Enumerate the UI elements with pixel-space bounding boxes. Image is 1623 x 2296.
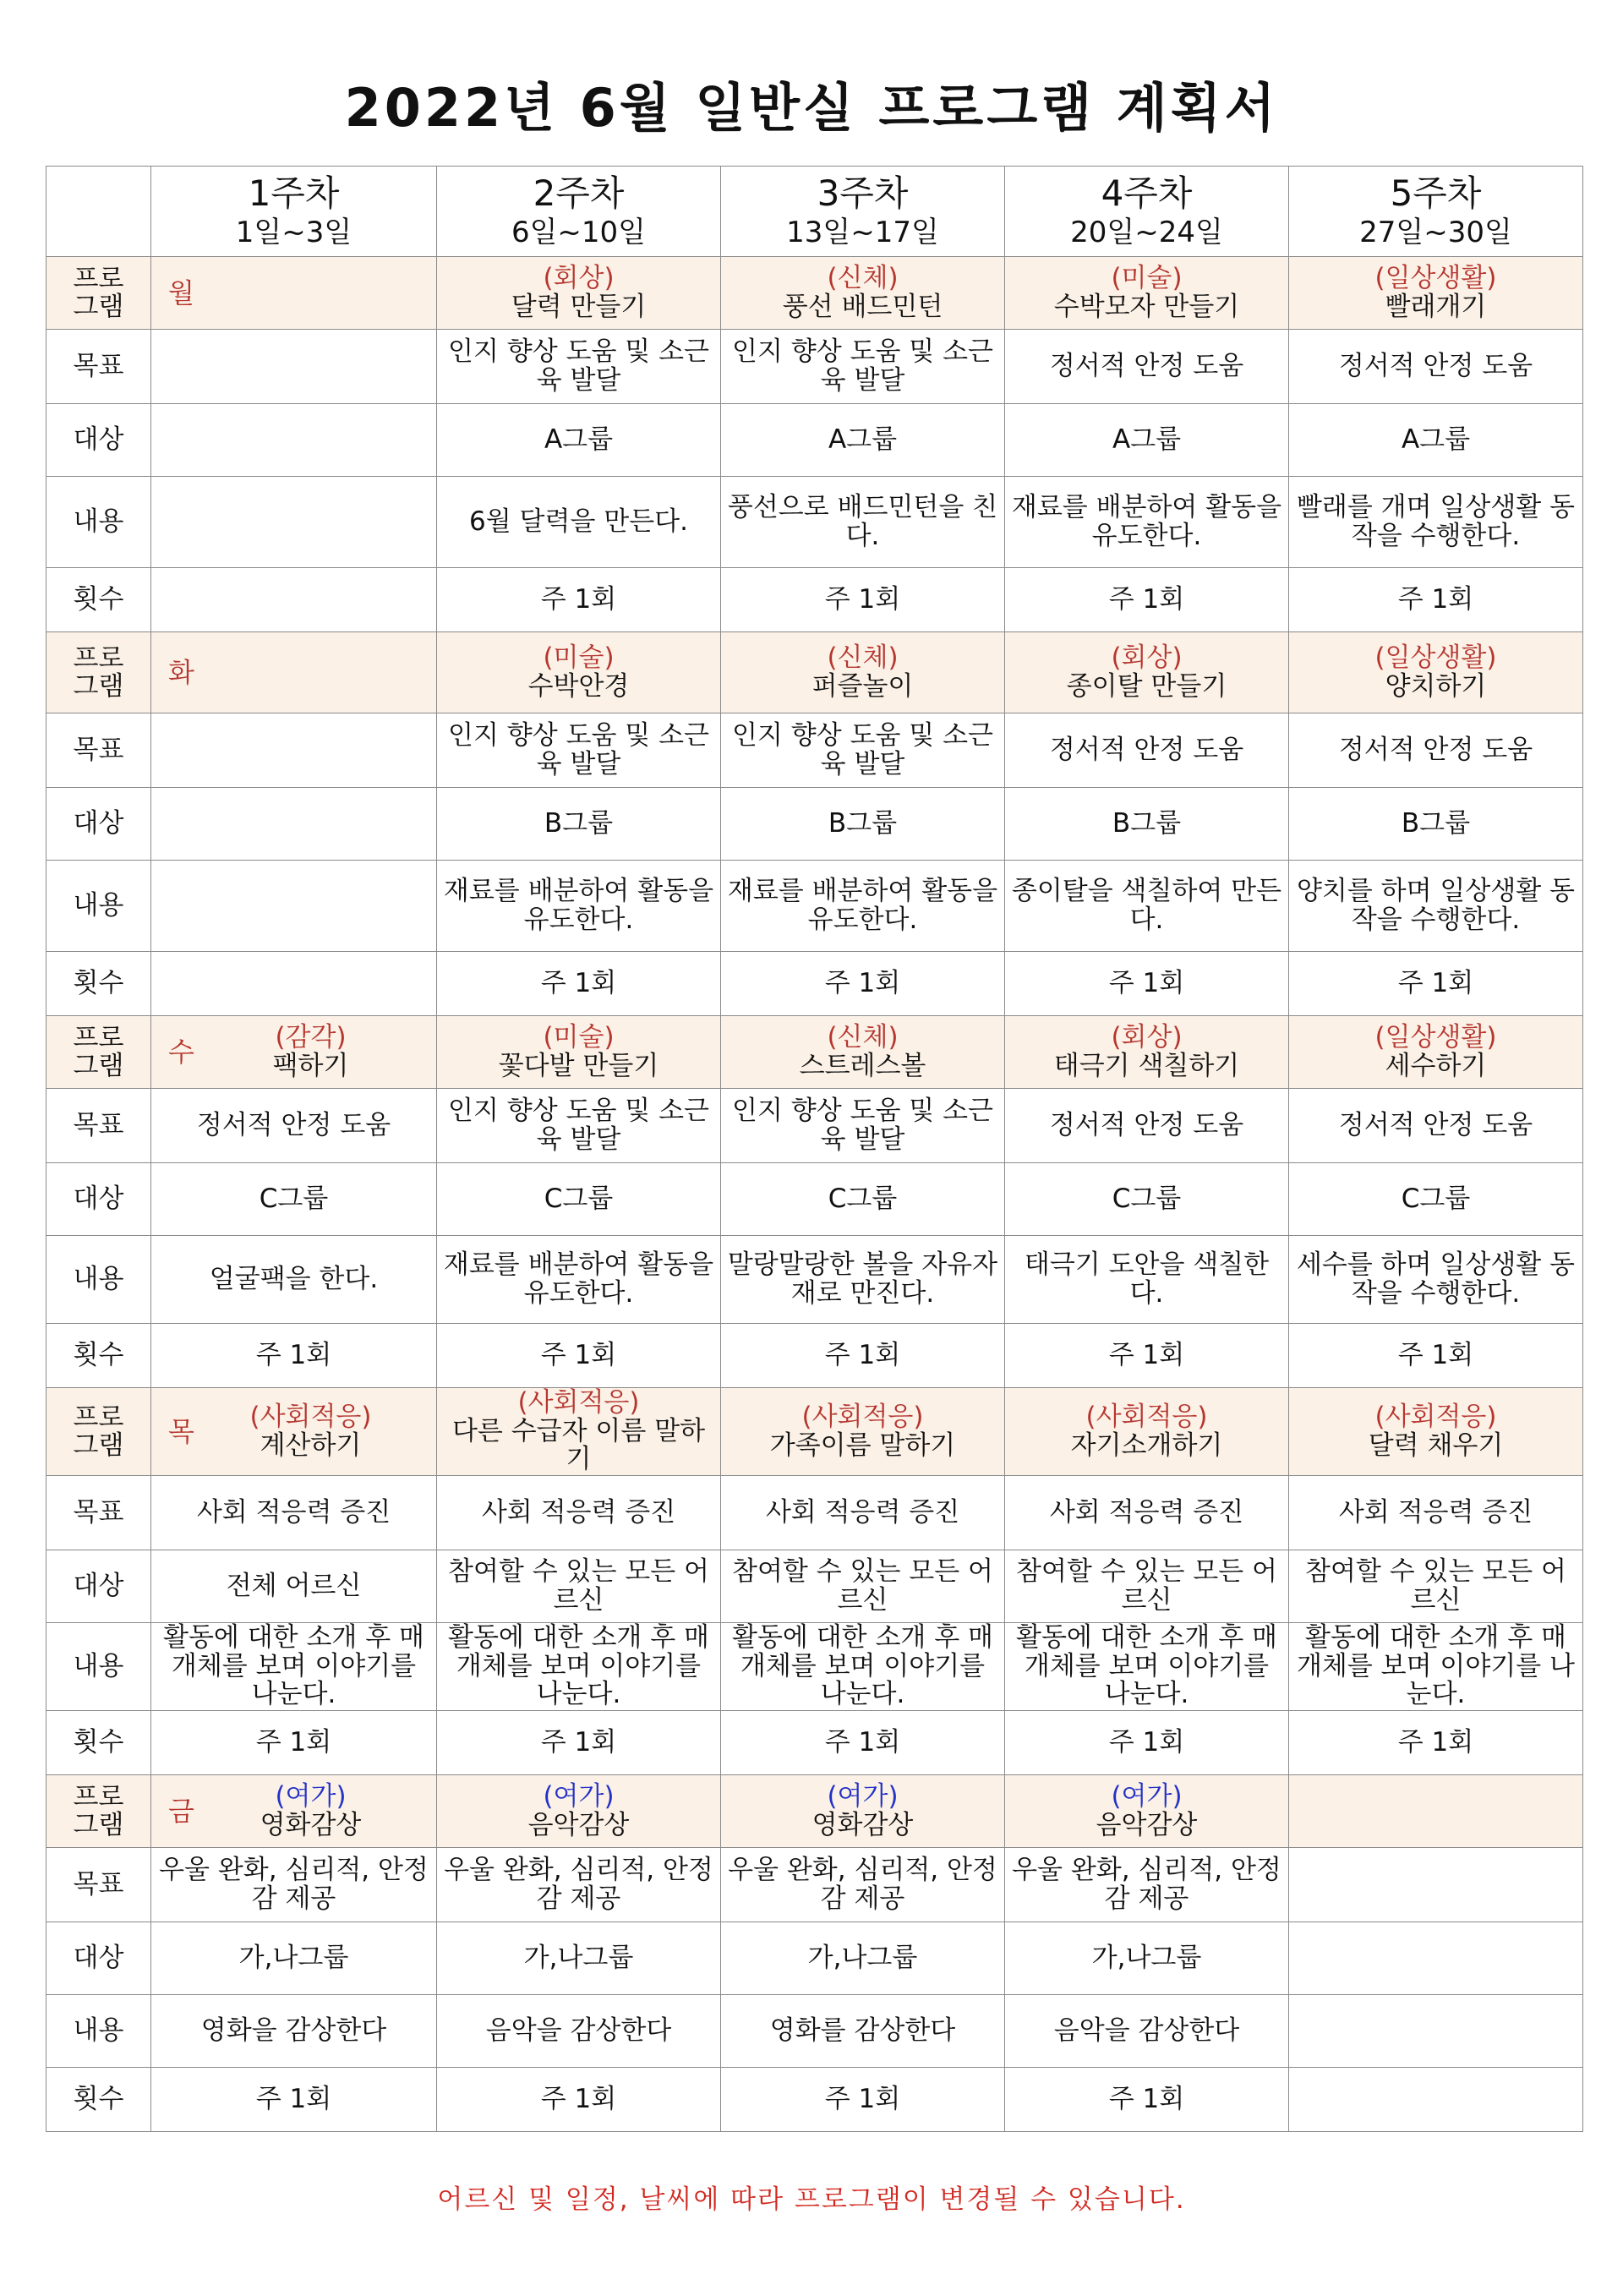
program-category: (여가) xyxy=(827,1781,899,1812)
content-cell: 태극기 도안을 색칠한다. xyxy=(1005,1236,1289,1324)
content-cell: 활동에 대한 소개 후 매개체를 보며 이야기를 나눈다. xyxy=(1005,1623,1289,1711)
goal-cell: 사회 적응력 증진 xyxy=(1289,1476,1583,1550)
content-row xyxy=(46,1995,1583,2068)
week-label: 4주차 xyxy=(1101,172,1193,215)
frequency-cell: 주 1회 xyxy=(151,1711,437,1775)
program-name: 세수하기 xyxy=(1385,1050,1487,1081)
content-cell: 음악을 감상한다 xyxy=(1005,1995,1289,2068)
program-name: 종이탈 만들기 xyxy=(1066,670,1227,702)
program-category: (일상생활) xyxy=(1374,642,1497,674)
goal-cell xyxy=(1289,1848,1583,1922)
program-cell xyxy=(721,1016,1005,1089)
content-label: 내용 xyxy=(46,861,151,952)
program-name: 음악감상 xyxy=(1096,1809,1198,1840)
program-category: (회상) xyxy=(1111,1022,1183,1053)
content-cell: 재료를 배분하여 활동을 유도한다. xyxy=(437,1236,721,1324)
program-name: 스트레스볼 xyxy=(799,1050,926,1081)
frequency-cell: 주 1회 xyxy=(721,2068,1005,2132)
content-cell: 음악을 감상한다 xyxy=(437,1995,721,2068)
content-row xyxy=(46,1236,1583,1324)
content-label: 내용 xyxy=(46,1995,151,2068)
frequency-row xyxy=(46,568,1583,632)
program-label-part: 프로 xyxy=(73,1022,124,1053)
week-label: 2주차 xyxy=(533,172,625,215)
target-cell: C그룹 xyxy=(151,1163,437,1236)
frequency-cell xyxy=(1289,2068,1583,2132)
program-name: 달력 채우기 xyxy=(1368,1430,1504,1461)
program-cell xyxy=(1005,632,1289,713)
target-cell xyxy=(151,788,437,861)
goal-cell xyxy=(151,713,437,788)
frequency-cell: 주 1회 xyxy=(1005,1324,1289,1388)
program-row-label xyxy=(46,632,151,713)
goal-label: 목표 xyxy=(46,1089,151,1163)
target-cell: 참여할 수 있는 모든 어르신 xyxy=(1005,1550,1289,1623)
program-name: 달력 만들기 xyxy=(511,291,647,322)
goal-cell: 정서적 안정 도움 xyxy=(1005,713,1289,788)
frequency-cell: 주 1회 xyxy=(721,1711,1005,1775)
content-cell: 재료를 배분하여 활동을 유도한다. xyxy=(721,861,1005,952)
week-dates: 6일~10일 xyxy=(511,215,647,249)
program-category: (미술) xyxy=(543,642,615,674)
program-cell xyxy=(1289,257,1583,330)
program-row xyxy=(46,257,1583,330)
target-cell: A그룹 xyxy=(1289,404,1583,477)
program-name: 다른 수급자 이름 말하기 xyxy=(451,1415,706,1475)
program-name: 양치하기 xyxy=(1385,670,1487,702)
frequency-cell: 주 1회 xyxy=(1005,568,1289,632)
goal-row xyxy=(46,713,1583,788)
program-label-part: 그램 xyxy=(73,1809,124,1840)
target-row xyxy=(46,1922,1583,1995)
week-label: 5주차 xyxy=(1390,172,1482,215)
program-row-label xyxy=(46,1775,151,1848)
frequency-cell: 주 1회 xyxy=(721,952,1005,1016)
page-title: 2022년 6월 일반실 프로그램 계획서 xyxy=(344,77,1279,139)
content-cell: 세수를 하며 일상생활 동작을 수행한다. xyxy=(1289,1236,1583,1324)
content-row xyxy=(46,477,1583,568)
content-cell: 활동에 대한 소개 후 매개체를 보며 이야기를 나눈다. xyxy=(151,1623,437,1711)
frequency-cell: 주 1회 xyxy=(437,2068,721,2132)
week-header-1 xyxy=(151,167,437,257)
frequency-label: 횟수 xyxy=(46,568,151,632)
target-cell: C그룹 xyxy=(437,1163,721,1236)
program-name: 영화감상 xyxy=(260,1809,362,1840)
content-cell: 활동에 대한 소개 후 매개체를 보며 이야기를 나눈다. xyxy=(437,1623,721,1711)
content-cell: 말랑말랑한 볼을 자유자재로 만진다. xyxy=(721,1236,1005,1324)
week-header-3 xyxy=(721,167,1005,257)
target-cell: 참여할 수 있는 모든 어르신 xyxy=(1289,1550,1583,1623)
program-cell xyxy=(1289,1388,1583,1476)
content-cell: 영화을 감상한다 xyxy=(151,1995,437,2068)
program-category: (여가) xyxy=(275,1781,347,1812)
program-category: (사회적응) xyxy=(1374,1402,1497,1433)
target-cell: 가,나그룹 xyxy=(151,1922,437,1995)
week-dates: 20일~24일 xyxy=(1070,215,1223,249)
program-category: (신체) xyxy=(827,263,899,294)
content-row xyxy=(46,861,1583,952)
content-row xyxy=(46,1623,1583,1711)
content-cell: 활동에 대한 소개 후 매개체를 보며 이야기를 나눈다. xyxy=(1289,1623,1583,1711)
weekday-label: 금 xyxy=(168,1795,194,1828)
target-cell xyxy=(1289,1922,1583,1995)
week-header-4 xyxy=(1005,167,1289,257)
content-cell: 재료를 배분하여 활동을 유도한다. xyxy=(1005,477,1289,568)
program-name: 자기소개하기 xyxy=(1070,1430,1223,1461)
program-cell xyxy=(151,1016,437,1089)
program-label-part: 프로 xyxy=(73,1781,124,1812)
weekday-label: 화 xyxy=(168,656,194,689)
goal-row xyxy=(46,1476,1583,1550)
target-cell: A그룹 xyxy=(437,404,721,477)
goal-label: 목표 xyxy=(46,1476,151,1550)
program-name: 수박안경 xyxy=(527,670,630,702)
content-cell xyxy=(151,477,437,568)
goal-row xyxy=(46,330,1583,404)
goal-cell xyxy=(151,330,437,404)
program-name: 계산하기 xyxy=(260,1430,362,1461)
program-name: 빨래개기 xyxy=(1385,291,1487,322)
program-name: 팩하기 xyxy=(272,1050,349,1081)
program-name: 풍선 배드민턴 xyxy=(782,291,943,322)
program-category: (신체) xyxy=(827,1022,899,1053)
program-category: (회상) xyxy=(1111,642,1183,674)
goal-cell: 우울 완화, 심리적, 안정감 제공 xyxy=(1005,1848,1289,1922)
target-cell xyxy=(151,404,437,477)
program-name: 음악감상 xyxy=(527,1809,630,1840)
content-cell: 영화를 감상한다 xyxy=(721,1995,1005,2068)
program-cell xyxy=(1289,1016,1583,1089)
goal-cell: 정서적 안정 도움 xyxy=(1005,1089,1289,1163)
content-cell: 활동에 대한 소개 후 매개체를 보며 이야기를 나눈다. xyxy=(721,1623,1005,1711)
program-name: 태극기 색칠하기 xyxy=(1053,1050,1240,1081)
week-header-5 xyxy=(1289,167,1583,257)
program-cell xyxy=(437,1388,721,1476)
goal-cell: 인지 향상 도움 및 소근육 발달 xyxy=(437,330,721,404)
program-row-label xyxy=(46,257,151,330)
target-label: 대상 xyxy=(46,1550,151,1623)
goal-cell: 인지 향상 도움 및 소근육 발달 xyxy=(721,713,1005,788)
target-cell: C그룹 xyxy=(1289,1163,1583,1236)
content-label: 내용 xyxy=(46,1623,151,1711)
content-cell: 얼굴팩을 한다. xyxy=(151,1236,437,1324)
program-row xyxy=(46,1775,1583,1848)
program-category: (회상) xyxy=(543,263,615,294)
goal-cell: 인지 향상 도움 및 소근육 발달 xyxy=(721,330,1005,404)
week-header-2 xyxy=(437,167,721,257)
schedule-change-note: 어르신 및 일정, 날씨에 따라 프로그램이 변경될 수 있습니다. xyxy=(437,2184,1186,2215)
program-category: (신체) xyxy=(827,642,899,674)
program-cell xyxy=(1005,257,1289,330)
frequency-cell: 주 1회 xyxy=(1005,952,1289,1016)
program-plan-table xyxy=(46,166,1583,2132)
content-cell: 양치를 하며 일상생활 동작을 수행한다. xyxy=(1289,861,1583,952)
weekday-label: 목 xyxy=(168,1415,194,1448)
content-cell: 빨래를 개며 일상생활 동작을 수행한다. xyxy=(1289,477,1583,568)
target-label: 대상 xyxy=(46,1163,151,1236)
frequency-row xyxy=(46,2068,1583,2132)
target-cell: A그룹 xyxy=(1005,404,1289,477)
goal-cell: 정서적 안정 도움 xyxy=(151,1089,437,1163)
week-dates: 13일~17일 xyxy=(786,215,939,249)
target-cell: 참여할 수 있는 모든 어르신 xyxy=(721,1550,1005,1623)
target-cell: B그룹 xyxy=(437,788,721,861)
program-category: (여가) xyxy=(543,1781,615,1812)
program-cell xyxy=(721,1775,1005,1848)
program-name: 가족이름 말하기 xyxy=(769,1430,956,1461)
goal-cell: 사회 적응력 증진 xyxy=(437,1476,721,1550)
frequency-cell: 주 1회 xyxy=(1005,1711,1289,1775)
program-category: (미술) xyxy=(543,1022,615,1053)
program-cell xyxy=(1005,1016,1289,1089)
program-category: (사회적응) xyxy=(249,1402,372,1433)
target-cell: B그룹 xyxy=(721,788,1005,861)
program-cell xyxy=(721,257,1005,330)
goal-cell: 정서적 안정 도움 xyxy=(1289,330,1583,404)
frequency-cell: 주 1회 xyxy=(1289,568,1583,632)
program-cell xyxy=(437,257,721,330)
week-label: 3주차 xyxy=(817,172,909,215)
program-category: (감각) xyxy=(275,1022,347,1053)
program-row xyxy=(46,632,1583,713)
program-cell xyxy=(151,632,437,713)
program-name: 퍼즐놀이 xyxy=(812,670,914,702)
frequency-cell: 주 1회 xyxy=(1289,1711,1583,1775)
program-cell xyxy=(1289,1775,1583,1848)
goal-row xyxy=(46,1848,1583,1922)
program-row xyxy=(46,1388,1583,1476)
week-label: 1주차 xyxy=(248,172,340,215)
frequency-cell: 주 1회 xyxy=(1289,1324,1583,1388)
program-name: 꽃다발 만들기 xyxy=(498,1050,659,1081)
frequency-cell: 주 1회 xyxy=(437,1711,721,1775)
corner-cell xyxy=(46,167,151,257)
goal-cell: 정서적 안정 도움 xyxy=(1005,330,1289,404)
program-label-part: 프로 xyxy=(73,1402,124,1433)
target-cell: C그룹 xyxy=(1005,1163,1289,1236)
goal-cell: 인지 향상 도움 및 소근육 발달 xyxy=(437,713,721,788)
program-category: (일상생활) xyxy=(1374,1022,1497,1053)
program-cell xyxy=(151,257,437,330)
target-cell: 참여할 수 있는 모든 어르신 xyxy=(437,1550,721,1623)
target-label: 대상 xyxy=(46,1922,151,1995)
frequency-row xyxy=(46,952,1583,1016)
week-header-row xyxy=(46,167,1583,257)
target-cell: B그룹 xyxy=(1289,788,1583,861)
goal-label: 목표 xyxy=(46,713,151,788)
week-dates: 1일~3일 xyxy=(235,215,352,249)
program-label-part: 그램 xyxy=(73,670,124,702)
content-cell: 6월 달력을 만든다. xyxy=(437,477,721,568)
program-cell xyxy=(721,632,1005,713)
program-name: 수박모자 만들기 xyxy=(1053,291,1240,322)
program-cell xyxy=(151,1388,437,1476)
goal-cell: 인지 향상 도움 및 소근육 발달 xyxy=(437,1089,721,1163)
target-row xyxy=(46,404,1583,477)
program-label-part: 그램 xyxy=(73,291,124,322)
goal-cell: 우울 완화, 심리적, 안정감 제공 xyxy=(721,1848,1005,1922)
target-cell: 가,나그룹 xyxy=(721,1922,1005,1995)
content-label: 내용 xyxy=(46,477,151,568)
program-category: (여가) xyxy=(1111,1781,1183,1812)
program-cell xyxy=(437,1775,721,1848)
frequency-cell: 주 1회 xyxy=(721,568,1005,632)
frequency-cell: 주 1회 xyxy=(1289,952,1583,1016)
program-label-part: 프로 xyxy=(73,263,124,294)
program-category: (사회적응) xyxy=(1085,1402,1208,1433)
program-cell xyxy=(437,632,721,713)
target-cell: 전체 어르신 xyxy=(151,1550,437,1623)
program-category: (일상생활) xyxy=(1374,263,1497,294)
goal-cell: 우울 완화, 심리적, 안정감 제공 xyxy=(151,1848,437,1922)
frequency-cell: 주 1회 xyxy=(437,568,721,632)
target-label: 대상 xyxy=(46,404,151,477)
program-cell xyxy=(1289,632,1583,713)
target-cell: B그룹 xyxy=(1005,788,1289,861)
program-label-part: 프로 xyxy=(73,642,124,674)
goal-cell: 사회 적응력 증진 xyxy=(721,1476,1005,1550)
frequency-cell: 주 1회 xyxy=(721,1324,1005,1388)
content-cell xyxy=(1289,1995,1583,2068)
frequency-cell: 주 1회 xyxy=(151,1324,437,1388)
target-cell: A그룹 xyxy=(721,404,1005,477)
frequency-cell: 주 1회 xyxy=(151,2068,437,2132)
program-cell xyxy=(437,1016,721,1089)
program-cell xyxy=(1005,1388,1289,1476)
frequency-row xyxy=(46,1711,1583,1775)
goal-cell: 정서적 안정 도움 xyxy=(1289,713,1583,788)
content-cell xyxy=(151,861,437,952)
program-label-part: 그램 xyxy=(73,1430,124,1461)
weekday-label: 수 xyxy=(168,1036,194,1069)
goal-label: 목표 xyxy=(46,1848,151,1922)
target-cell: C그룹 xyxy=(721,1163,1005,1236)
content-cell: 재료를 배분하여 활동을 유도한다. xyxy=(437,861,721,952)
content-cell: 풍선으로 배드민턴을 친다. xyxy=(721,477,1005,568)
program-row-label xyxy=(46,1016,151,1089)
program-cell xyxy=(1005,1775,1289,1848)
target-row xyxy=(46,788,1583,861)
goal-row xyxy=(46,1089,1583,1163)
weekday-label: 월 xyxy=(168,276,194,309)
program-cell xyxy=(721,1388,1005,1476)
program-category: (사회적응) xyxy=(517,1387,640,1419)
target-cell: 가,나그룹 xyxy=(437,1922,721,1995)
goal-label: 목표 xyxy=(46,330,151,404)
program-cell xyxy=(151,1775,437,1848)
program-category: (사회적응) xyxy=(801,1402,924,1433)
frequency-label: 횟수 xyxy=(46,1711,151,1775)
frequency-label: 횟수 xyxy=(46,952,151,1016)
goal-cell: 정서적 안정 도움 xyxy=(1289,1089,1583,1163)
content-label: 내용 xyxy=(46,1236,151,1324)
program-category: (미술) xyxy=(1111,263,1183,294)
week-dates: 27일~30일 xyxy=(1359,215,1512,249)
target-row xyxy=(46,1163,1583,1236)
goal-cell: 인지 향상 도움 및 소근육 발달 xyxy=(721,1089,1005,1163)
program-label-part: 그램 xyxy=(73,1050,124,1081)
target-cell: 가,나그룹 xyxy=(1005,1922,1289,1995)
program-row-label xyxy=(46,1388,151,1476)
target-row xyxy=(46,1550,1583,1623)
frequency-cell: 주 1회 xyxy=(437,1324,721,1388)
frequency-label: 횟수 xyxy=(46,1324,151,1388)
frequency-cell xyxy=(151,568,437,632)
goal-cell: 우울 완화, 심리적, 안정감 제공 xyxy=(437,1848,721,1922)
frequency-cell xyxy=(151,952,437,1016)
frequency-cell: 주 1회 xyxy=(437,952,721,1016)
frequency-row xyxy=(46,1324,1583,1388)
program-row xyxy=(46,1016,1583,1089)
goal-cell: 사회 적응력 증진 xyxy=(151,1476,437,1550)
frequency-cell: 주 1회 xyxy=(1005,2068,1289,2132)
goal-cell: 사회 적응력 증진 xyxy=(1005,1476,1289,1550)
target-label: 대상 xyxy=(46,788,151,861)
frequency-label: 횟수 xyxy=(46,2068,151,2132)
content-cell: 종이탈을 색칠하여 만든다. xyxy=(1005,861,1289,952)
program-name: 영화감상 xyxy=(812,1809,914,1840)
